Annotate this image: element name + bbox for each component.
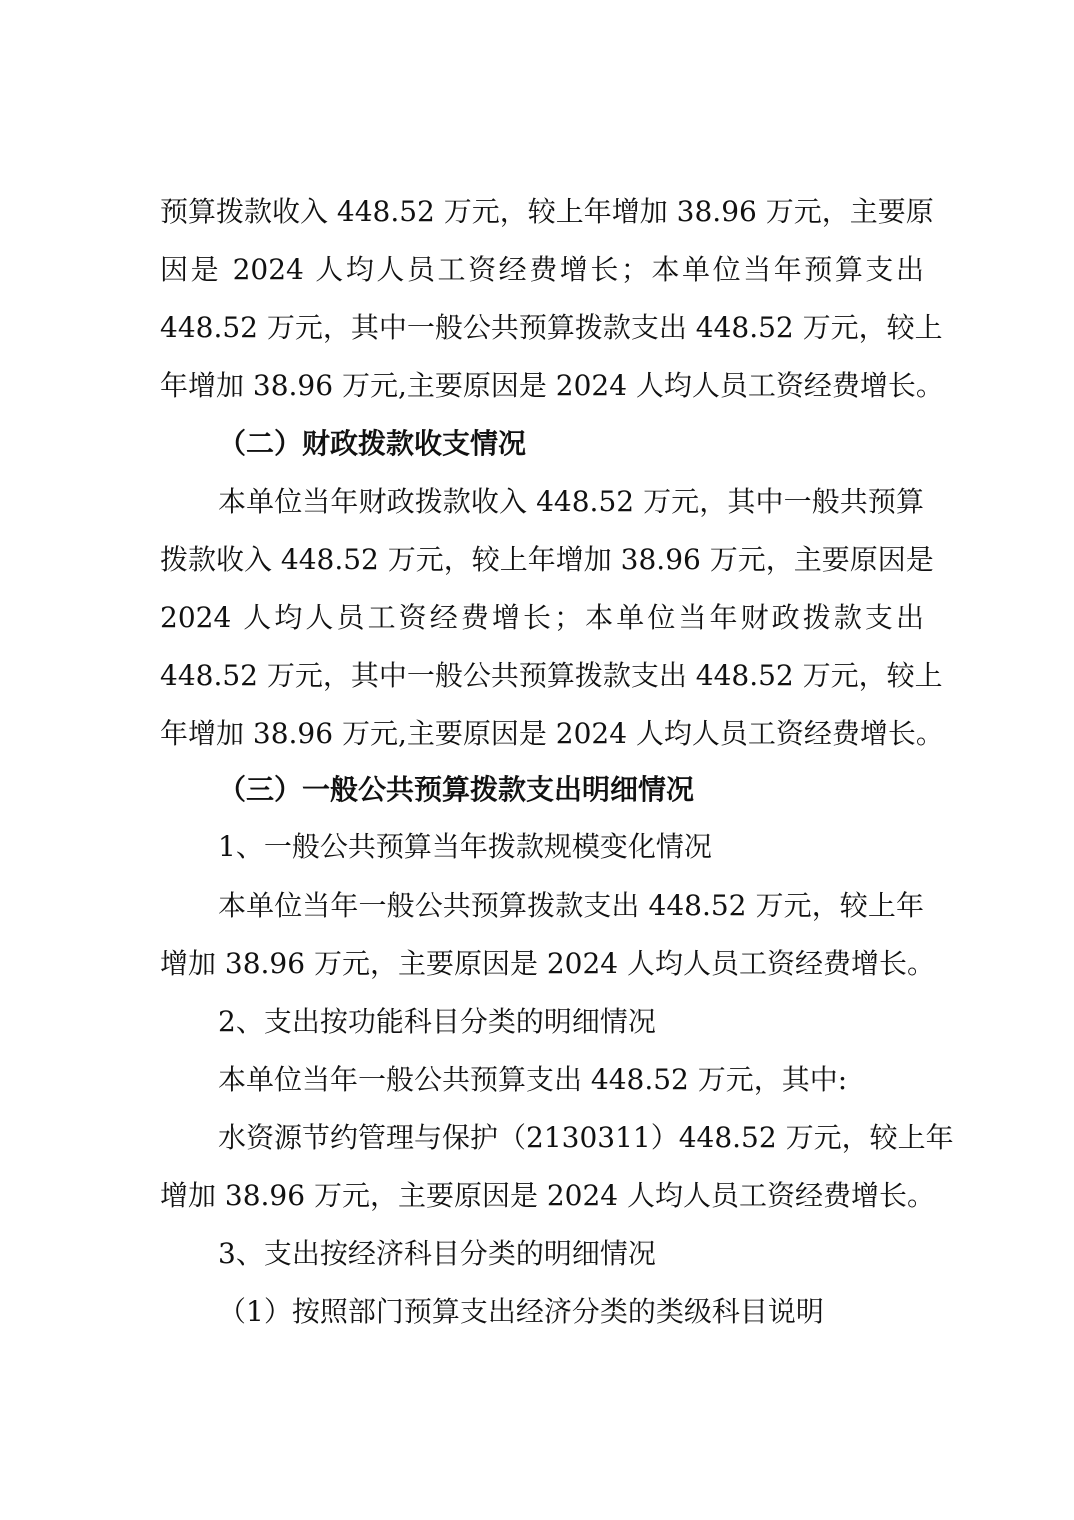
item-title-1: 1、一般公共预算当年拨款规模变化情况: [218, 830, 712, 863]
paragraph-line: 本单位当年财政拨款收入 448.52 万元，其中一般共预算: [218, 485, 924, 518]
paragraph-line: 本单位当年一般公共预算支出 448.52 万元，其中:: [218, 1063, 848, 1096]
paragraph-line: 2024 人均人员工资经费增长；本单位当年财政拨款支出: [160, 601, 924, 634]
paragraph-line: 水资源节约管理与保护（2130311）448.52 万元，较上年: [218, 1121, 954, 1154]
item-title-2: 2、支出按功能科目分类的明细情况: [218, 1005, 656, 1038]
paragraph-line: 本单位当年一般公共预算拨款支出 448.52 万元，较上年: [218, 889, 924, 922]
item-subtitle-1: （1）按照部门预算支出经济分类的类级科目说明: [218, 1295, 824, 1328]
section-heading-2: （二）财政拨款收支情况: [218, 427, 527, 460]
section-heading-3: （三）一般公共预算拨款支出明细情况: [218, 773, 695, 806]
paragraph-line: 448.52 万元，其中一般公共预算拨款支出 448.52 万元，较上: [160, 659, 943, 692]
paragraph-line: 拨款收入 448.52 万元，较上年增加 38.96 万元，主要原因是: [160, 543, 934, 576]
paragraph-line: 增加 38.96 万元，主要原因是 2024 人均人员工资经费增长。: [160, 1179, 936, 1212]
paragraph-line: 448.52 万元，其中一般公共预算拨款支出 448.52 万元，较上: [160, 311, 943, 344]
item-title-3: 3、支出按经济科目分类的明细情况: [218, 1237, 656, 1270]
paragraph-line: 年增加 38.96 万元,主要原因是 2024 人均人员工资经费增长。: [160, 369, 944, 402]
paragraph-line: 年增加 38.96 万元,主要原因是 2024 人均人员工资经费增长。: [160, 717, 944, 750]
paragraph-line: 增加 38.96 万元，主要原因是 2024 人均人员工资经费增长。: [160, 947, 936, 980]
paragraph-line: 预算拨款收入 448.52 万元，较上年增加 38.96 万元，主要原: [160, 195, 934, 228]
paragraph-line: 因是 2024 人均人员工资经费增长；本单位当年预算支出: [160, 253, 924, 286]
